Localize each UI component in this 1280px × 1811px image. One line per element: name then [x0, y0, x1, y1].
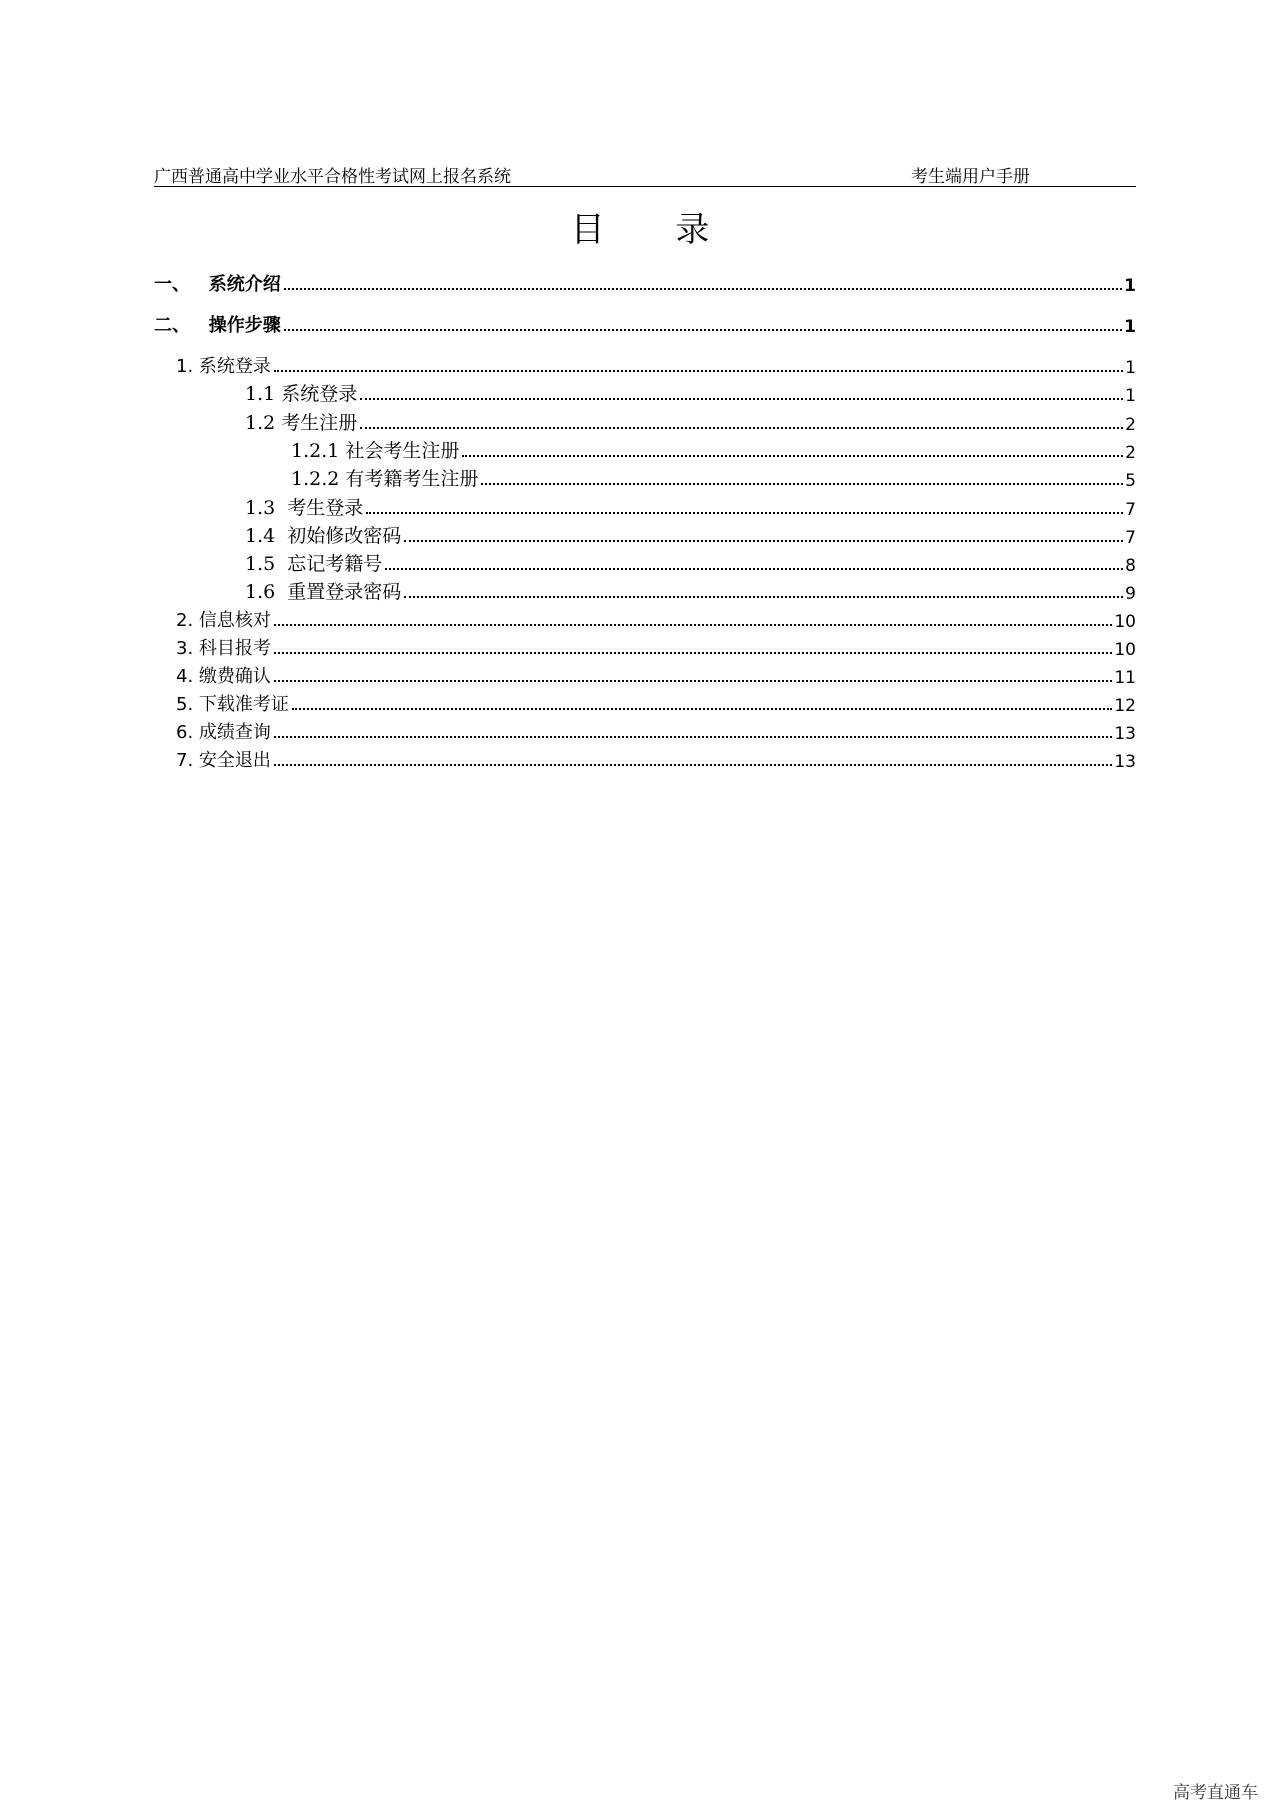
- toc-entry-label: 1.5 忘记考籍号: [245, 553, 383, 575]
- toc-entry-page: 1: [1125, 386, 1136, 406]
- toc-entry-page: 13: [1114, 724, 1136, 744]
- toc-entry-label: 5. 下载准考证: [176, 694, 289, 715]
- toc-entry-page: 7: [1125, 500, 1136, 520]
- toc-entry-1-6[interactable]: [245, 578, 1136, 604]
- toc-entry-7[interactable]: [176, 746, 1136, 772]
- toc-leader-dots: [274, 651, 1112, 654]
- toc-entry-label: 1.2.1 社会考生注册: [291, 440, 460, 462]
- header-manual-name: 考生端用户手册: [911, 167, 1030, 187]
- toc-entry-page: 2: [1125, 443, 1136, 463]
- toc-entry-5[interactable]: [176, 690, 1136, 716]
- toc-entry-label: 4. 缴费确认: [176, 666, 271, 687]
- toc-entry-label: 一、 系统介绍: [154, 274, 281, 295]
- toc-leader-dots: [385, 567, 1123, 570]
- toc-entry-label: 3. 科目报考: [176, 638, 271, 659]
- toc-leader-dots: [274, 679, 1112, 682]
- toc-entry-page: 7: [1125, 528, 1136, 548]
- toc-title: 目 录: [570, 210, 740, 250]
- watermark-text: 高考直通车: [1173, 1783, 1258, 1803]
- toc-entry-1-1[interactable]: [245, 380, 1136, 406]
- toc-entry-page: 10: [1114, 640, 1136, 660]
- toc-entry-section-1[interactable]: [154, 270, 1136, 296]
- toc-entry-label: 2. 信息核对: [176, 610, 271, 631]
- toc-entry-page: 2: [1125, 415, 1136, 435]
- toc-entry-1[interactable]: [176, 352, 1136, 378]
- toc-entry-1-2-2[interactable]: [291, 465, 1136, 491]
- toc-leader-dots: [274, 369, 1123, 372]
- toc-entry-page: 12: [1114, 696, 1136, 716]
- toc-entry-3[interactable]: [176, 634, 1136, 660]
- toc-leader-dots: [274, 623, 1112, 626]
- toc-entry-page: 10: [1114, 612, 1136, 632]
- toc-entry-label: 二、 操作步骤: [154, 315, 281, 336]
- toc-entry-label: 6. 成绩查询: [176, 722, 271, 743]
- toc-entry-label: 1.3 考生登录: [245, 497, 364, 519]
- toc-entry-page: 8: [1125, 556, 1136, 576]
- toc-entry-label: 1.2 考生注册: [245, 412, 358, 434]
- toc-entry-1-3[interactable]: [245, 494, 1136, 520]
- toc-leader-dots: [360, 397, 1123, 400]
- table-of-contents: [0, 0, 1280, 800]
- toc-entry-page: 1: [1124, 276, 1136, 296]
- toc-entry-1-2[interactable]: [245, 409, 1136, 435]
- toc-leader-dots: [284, 287, 1122, 290]
- toc-entry-6[interactable]: [176, 718, 1136, 744]
- toc-leader-dots: [274, 763, 1112, 766]
- toc-entry-page: 13: [1114, 752, 1136, 772]
- toc-leader-dots: [404, 595, 1123, 598]
- toc-entry-page: 1: [1124, 317, 1136, 337]
- toc-leader-dots: [366, 511, 1123, 514]
- toc-entry-page: 5: [1125, 471, 1136, 491]
- toc-entry-label: 1.6 重置登录密码: [245, 581, 402, 603]
- toc-entry-page: 11: [1114, 668, 1136, 688]
- header-system-name: 广西普通高中学业水平合格性考试网上报名系统: [154, 167, 511, 187]
- toc-entry-4[interactable]: [176, 662, 1136, 688]
- toc-entry-label: 1.4 初始修改密码: [245, 525, 402, 547]
- toc-leader-dots: [274, 735, 1112, 738]
- toc-leader-dots: [360, 426, 1123, 429]
- toc-entry-2[interactable]: [176, 606, 1136, 632]
- toc-entry-page: 1: [1125, 358, 1136, 378]
- toc-entry-label: 7. 安全退出: [176, 750, 271, 771]
- toc-entry-1-5[interactable]: [245, 550, 1136, 576]
- toc-entry-page: 9: [1125, 584, 1136, 604]
- toc-leader-dots: [404, 539, 1123, 542]
- toc-entry-1-4[interactable]: [245, 522, 1136, 548]
- toc-entry-label: 1.2.2 有考籍考生注册: [291, 468, 479, 490]
- toc-entry-section-2[interactable]: [154, 311, 1136, 337]
- toc-leader-dots: [462, 454, 1123, 457]
- toc-leader-dots: [481, 482, 1123, 485]
- toc-leader-dots: [284, 328, 1122, 331]
- toc-entry-label: 1. 系统登录: [176, 356, 271, 377]
- toc-leader-dots: [292, 707, 1112, 710]
- toc-entry-1-2-1[interactable]: [291, 437, 1136, 463]
- toc-entry-label: 1.1 系统登录: [245, 383, 358, 405]
